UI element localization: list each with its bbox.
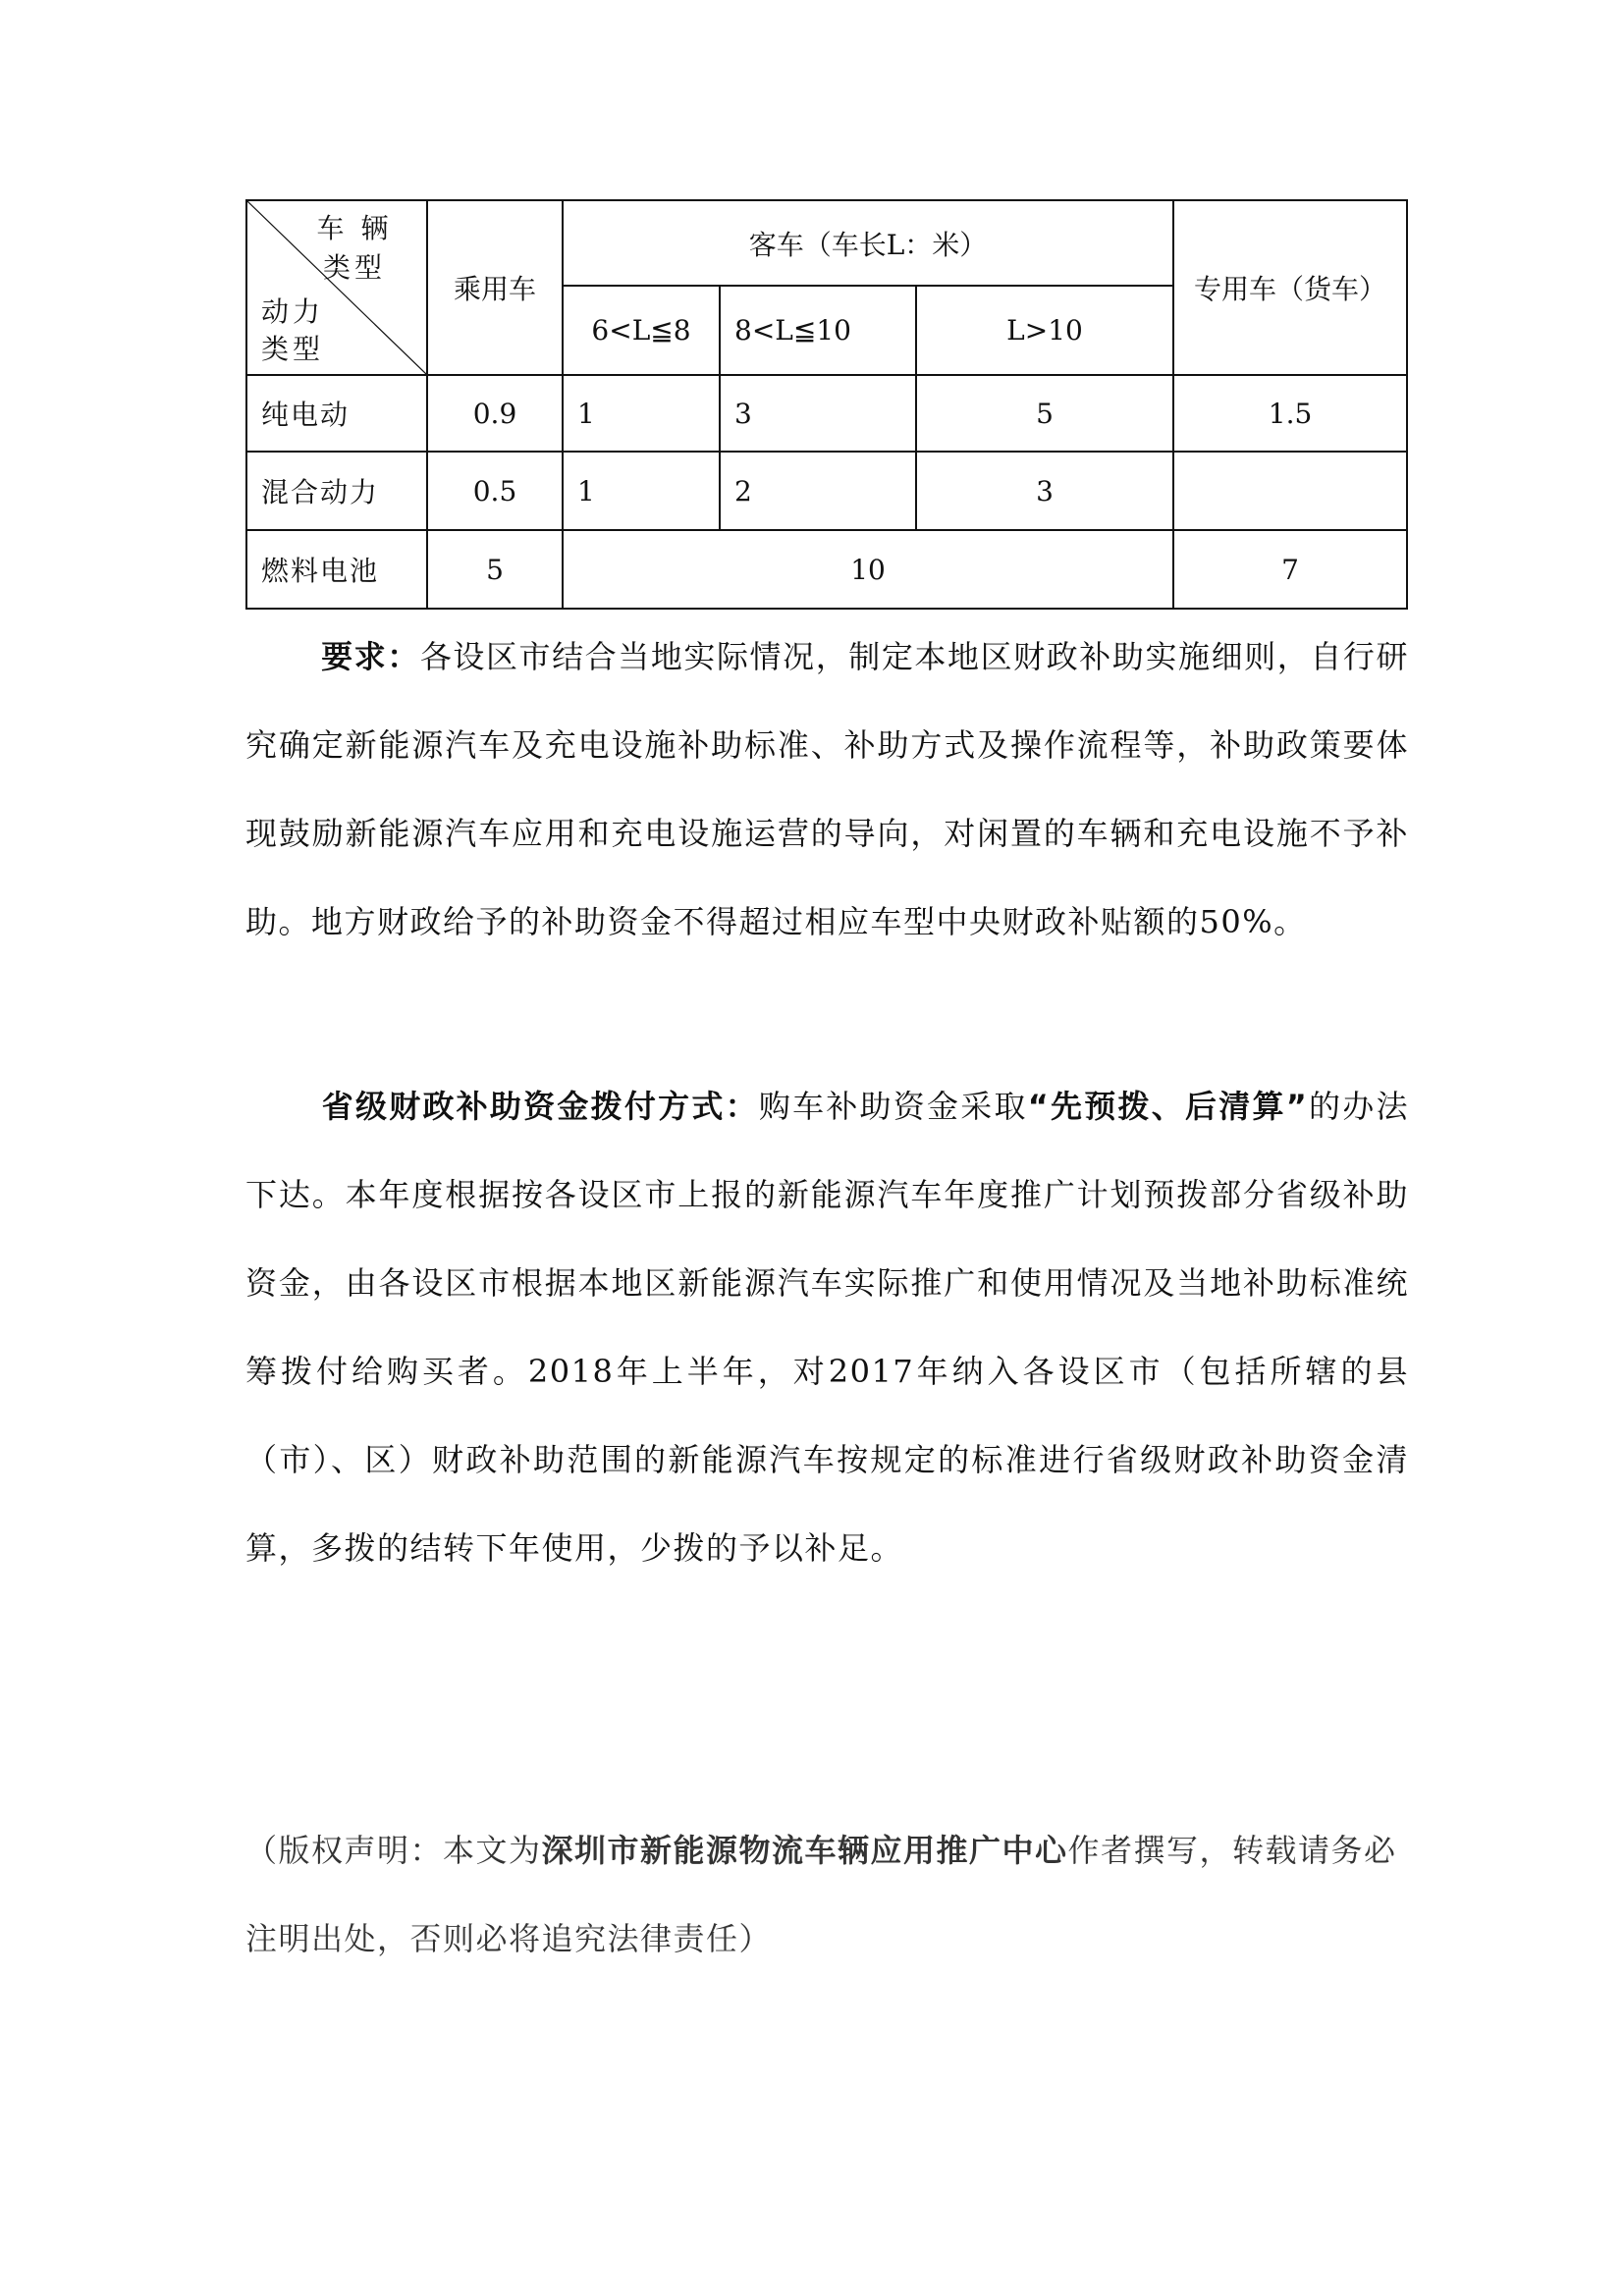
- passenger-value: 0.5: [427, 452, 563, 530]
- table-row: [246, 452, 1407, 530]
- special-vehicle-header: 专用车（货车）: [1173, 200, 1407, 375]
- bus-length-col-2: 8<L≦10: [720, 286, 916, 375]
- payment-text-before: 购车补助资金采取: [758, 1088, 1028, 1125]
- bus1-value: 1: [563, 375, 720, 452]
- copyright-notice: [245, 1806, 1409, 1983]
- special-value: [1173, 452, 1407, 530]
- bus1-value: 1: [563, 452, 720, 530]
- special-value: 7: [1173, 530, 1407, 609]
- bus2-value: 3: [720, 375, 916, 452]
- bus2-value: 2: [720, 452, 916, 530]
- row-label: 混合动力: [246, 452, 427, 530]
- bus-merged-value: 10: [563, 530, 1173, 609]
- payment-text-after: 的办法下达。本年度根据按各设区市上报的新能源汽车年度推广计划预拨部分省级补助资金，由各设区市根据本地区新能源汽车实际推广和使用情况及当地补助标准统筹拨付给购买者。2018年上半年，对2017年纳入各设区市（包括所辖的县（市）、区）财政补助范围的新能源汽车按规定的标准进行省级财政补助资金清算，多拨的结转下年使用，少拨的予以补足。: [245, 1088, 1409, 1567]
- copyright-suffix: 作者撰写，转载请务必注明出处，否则必将追究法律责任）: [245, 1832, 1397, 1957]
- table-row: [246, 375, 1407, 452]
- row-label: 燃料电池: [246, 530, 427, 609]
- passenger-value: 5: [427, 530, 563, 609]
- vehicle-type-header: 车 辆 类型: [316, 212, 393, 284]
- bus3-value: 3: [916, 452, 1173, 530]
- special-value: 1.5: [1173, 375, 1407, 452]
- bus-length-col-3: L>10: [916, 286, 1173, 375]
- payment-heading: 省级财政补助资金拨付方式：: [321, 1088, 759, 1125]
- copyright-prefix: （版权声明：本文为: [245, 1832, 542, 1869]
- copyright-org: 深圳市新能源物流车辆应用推广中心: [541, 1832, 1068, 1869]
- power-type-header: 动力 类型: [261, 295, 325, 365]
- bus3-value: 5: [916, 375, 1173, 452]
- payment-paragraph: [245, 1062, 1409, 1592]
- row-label: 纯电动: [246, 375, 427, 452]
- passenger-value: 0.9: [427, 375, 563, 452]
- payment-highlight: “先预拨、后清算”: [1027, 1088, 1309, 1125]
- requirement-heading: 要求：: [321, 638, 420, 675]
- bus-length-col-1: 6<L≦8: [563, 286, 720, 375]
- bus-group-header: 客车（车长L：米）: [563, 200, 1173, 286]
- requirement-paragraph: [245, 613, 1409, 966]
- passenger-car-header: 乘用车: [427, 200, 563, 375]
- table-row: [246, 530, 1407, 609]
- subsidy-standard-table: [245, 199, 1408, 610]
- requirement-text: 各设区市结合当地实际情况，制定本地区财政补助实施细则，自行研究确定新能源汽车及充电设施补助标准、补助方式及操作流程等，补助政策要体现鼓励新能源汽车应用和充电设施运营的导向，对闲置的车辆和充电设施不予补助。地方财政给予的补助资金不得超过相应车型中央财政补贴额的50%。: [245, 638, 1409, 940]
- diagonal-header-cell: [246, 200, 427, 375]
